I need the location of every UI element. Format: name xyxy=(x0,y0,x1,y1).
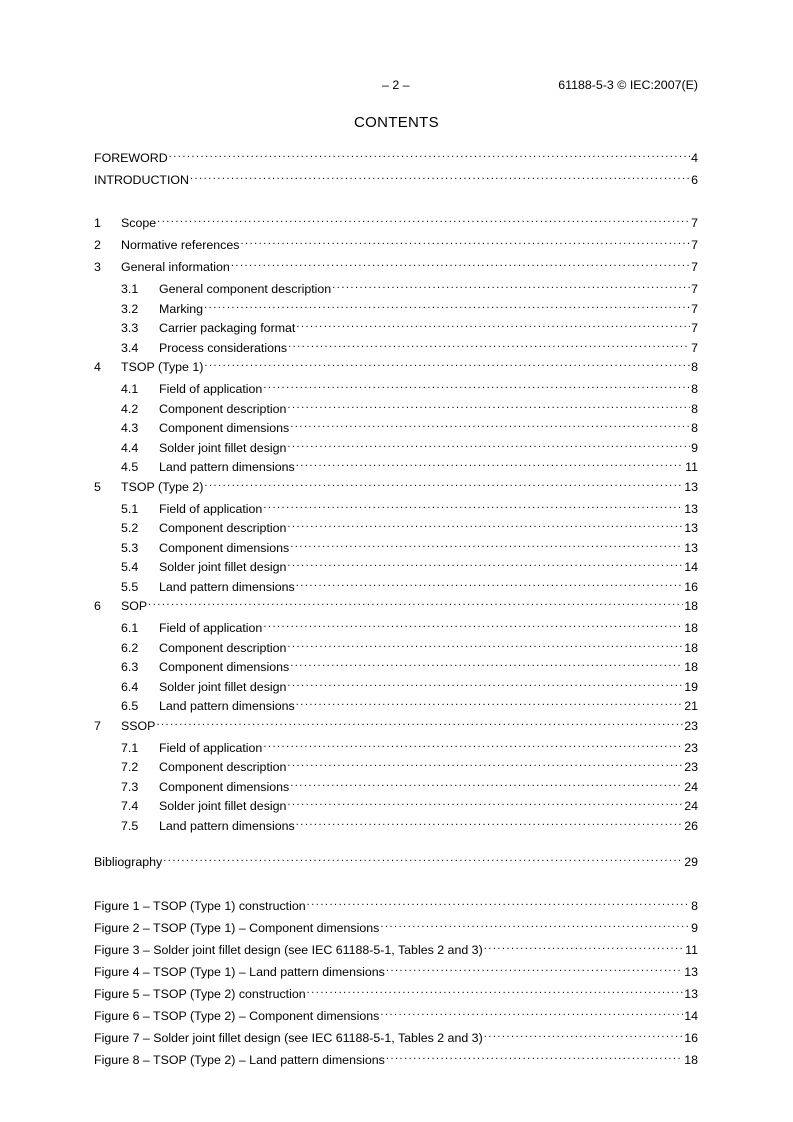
dot-leader xyxy=(307,894,690,910)
toc-entry[interactable] xyxy=(94,475,698,494)
dot-leader xyxy=(296,316,690,332)
toc-entry-number: 6.5 xyxy=(121,699,139,713)
dot-leader xyxy=(296,814,684,830)
toc-entry[interactable] xyxy=(121,655,698,674)
toc-entry[interactable] xyxy=(121,316,698,335)
toc-entry-page: 8 xyxy=(691,421,698,435)
toc-entry[interactable] xyxy=(121,555,698,574)
toc-entry-page: 9 xyxy=(691,440,698,455)
toc-entry-page: 9 xyxy=(691,921,698,935)
toc-entry-title: Process considerations xyxy=(159,340,288,355)
dot-leader xyxy=(204,475,683,491)
toc-entry-number: 5.3 xyxy=(121,540,139,555)
toc-entry[interactable] xyxy=(121,675,698,694)
toc-entry-page: 18 xyxy=(684,640,698,655)
toc-entry[interactable] xyxy=(121,336,698,355)
dot-leader xyxy=(263,616,683,632)
toc-entry-page: 18 xyxy=(684,660,698,674)
toc-entry-title: Component dimensions xyxy=(159,779,290,794)
toc-entry-page: 4 xyxy=(691,151,698,165)
dot-leader xyxy=(204,355,690,371)
dot-leader xyxy=(190,168,690,184)
toc-entry-page: 7 xyxy=(691,301,698,316)
toc-entry-number: 6.4 xyxy=(121,679,139,694)
toc-entry-page: 7 xyxy=(691,321,698,335)
toc-entry-page: 7 xyxy=(691,340,698,355)
toc-entry[interactable] xyxy=(94,1004,698,1023)
toc-entry[interactable] xyxy=(94,255,698,274)
toc-entry[interactable] xyxy=(94,146,698,165)
toc-entry-number: 3.1 xyxy=(121,282,139,296)
toc-entry-title: Marking xyxy=(159,301,204,316)
toc-entry-page: 7 xyxy=(691,238,698,252)
toc-entry[interactable] xyxy=(121,516,698,535)
dot-leader xyxy=(148,594,683,610)
toc-entry[interactable] xyxy=(121,755,698,774)
dot-leader xyxy=(290,416,690,432)
dot-leader xyxy=(386,960,683,976)
dot-leader xyxy=(290,655,683,671)
dot-leader xyxy=(296,455,684,471)
toc-entry-page: 13 xyxy=(684,987,698,1001)
toc-entry-number: 7.2 xyxy=(121,760,139,774)
toc-entry[interactable] xyxy=(121,775,698,794)
toc-entry-title: INTRODUCTION xyxy=(94,173,189,187)
toc-entry[interactable] xyxy=(121,377,698,396)
toc-entry[interactable] xyxy=(121,455,698,474)
toc-entry-number: 5.1 xyxy=(121,501,139,516)
toc-entry-page: 8 xyxy=(691,899,698,913)
toc-entry-page: 24 xyxy=(684,779,698,794)
toc-entry-number: 3.3 xyxy=(121,321,139,335)
toc-entry[interactable] xyxy=(94,1026,698,1045)
toc-entry[interactable] xyxy=(121,616,698,635)
toc-entry-number: 4.2 xyxy=(121,401,139,416)
dot-leader xyxy=(386,1048,683,1064)
toc-entry[interactable] xyxy=(121,416,698,435)
toc-entry[interactable] xyxy=(121,736,698,755)
dot-leader xyxy=(204,297,690,313)
toc-entry[interactable] xyxy=(94,355,698,374)
toc-entry-page: 7 xyxy=(691,282,698,296)
toc-entry-title: Land pattern dimensions xyxy=(159,460,295,474)
toc-entry-title: General component description xyxy=(159,282,332,296)
page-number: – 2 – xyxy=(382,78,410,92)
toc-entry-page: 16 xyxy=(684,579,698,594)
toc-entry-number: 7.5 xyxy=(121,818,139,833)
toc-entry-page: 13 xyxy=(684,965,698,979)
toc-entry-page: 14 xyxy=(684,1009,698,1023)
dot-leader xyxy=(156,714,683,730)
dot-leader xyxy=(287,794,683,810)
toc-entry-title: Land pattern dimensions xyxy=(159,699,295,713)
toc-entry[interactable] xyxy=(121,575,698,594)
toc-entry-page: 26 xyxy=(684,818,698,833)
toc-entry-number: 5.2 xyxy=(121,521,139,535)
toc-entry[interactable] xyxy=(94,211,698,230)
toc-entry-page: 18 xyxy=(684,599,698,613)
toc-entry[interactable] xyxy=(121,814,698,833)
toc-entry-page: 21 xyxy=(684,699,698,713)
toc-entry-title: Solder joint fillet design xyxy=(159,440,287,455)
dot-leader xyxy=(287,555,683,571)
toc-entry-page: 11 xyxy=(685,943,698,957)
dot-leader xyxy=(287,516,683,532)
toc-entry-page: 7 xyxy=(691,260,698,274)
toc-entry-title: Figure 2 – TSOP (Type 1) – Component dimensions xyxy=(94,921,380,935)
dot-leader xyxy=(380,916,690,932)
toc-entry-page: 6 xyxy=(691,173,698,187)
toc-entry-title: Component dimensions xyxy=(159,660,290,674)
toc-entry-title: Component description xyxy=(159,521,287,535)
toc-entry-number: 5.5 xyxy=(121,579,139,594)
toc-entry-title: Figure 1 – TSOP (Type 1) construction xyxy=(94,899,306,913)
toc-entry-title: Normative references xyxy=(121,238,240,252)
toc-entry[interactable] xyxy=(121,277,698,296)
dot-leader xyxy=(287,755,683,771)
dot-leader xyxy=(287,436,690,452)
toc-entry-page: 24 xyxy=(684,799,698,813)
dot-leader xyxy=(263,497,683,513)
toc-entry-title: Carrier packaging format xyxy=(159,321,296,335)
toc-entry[interactable] xyxy=(94,233,698,252)
toc-entry-number: 7.3 xyxy=(121,779,139,794)
toc-entry-title: Bibliography xyxy=(94,855,163,869)
toc-entry-number: 4 xyxy=(94,360,101,374)
toc-entry-page: 7 xyxy=(691,216,698,230)
toc-entry-page: 8 xyxy=(691,360,698,374)
dot-leader xyxy=(296,694,684,710)
dot-leader xyxy=(287,397,690,413)
toc-entry-page: 13 xyxy=(684,479,698,494)
dot-leader xyxy=(380,1004,683,1020)
toc-entry[interactable] xyxy=(94,982,698,1001)
dot-leader xyxy=(157,211,690,227)
dot-leader xyxy=(307,982,684,998)
dot-leader xyxy=(290,536,683,552)
toc-entry-title: Figure 4 – TSOP (Type 1) – Land pattern dimensions xyxy=(94,965,385,979)
toc-entry-title: Figure 6 – TSOP (Type 2) – Component dimensions xyxy=(94,1009,380,1023)
toc-entry-title: SSOP xyxy=(121,718,156,733)
toc-entry[interactable] xyxy=(121,536,698,555)
toc-entry-title: Component description xyxy=(159,760,287,774)
toc-entry-title: Component dimensions xyxy=(159,540,290,555)
toc-entry[interactable] xyxy=(121,436,698,455)
toc-entry-page: 16 xyxy=(684,1031,698,1045)
toc-entry-number: 4.1 xyxy=(121,382,139,396)
toc-entry-title: Field of application xyxy=(159,621,263,635)
toc-entry[interactable] xyxy=(94,894,698,913)
dot-leader xyxy=(296,575,684,591)
toc-entry-number: 4.4 xyxy=(121,440,139,455)
toc-entry-title: Figure 8 – TSOP (Type 2) – Land pattern dimensions xyxy=(94,1053,385,1067)
toc-entry[interactable] xyxy=(94,168,698,187)
toc-entry-title: FOREWORD xyxy=(94,151,168,165)
dot-leader xyxy=(287,675,683,691)
toc-entry-number: 2 xyxy=(94,238,101,252)
dot-leader xyxy=(240,233,690,249)
toc-entry-page: 13 xyxy=(684,501,698,516)
toc-entry-number: 5 xyxy=(94,479,101,494)
toc-entry-number: 7 xyxy=(94,718,101,733)
toc-entry-page: 13 xyxy=(684,521,698,535)
toc-entry-page: 11 xyxy=(685,460,698,474)
toc-entry-number: 3.2 xyxy=(121,301,139,316)
toc-entry[interactable] xyxy=(121,497,698,516)
toc-entry-title: Figure 3 – Solder joint fillet design (see IEC 61188-5-1, Tables 2 and 3) xyxy=(94,943,483,957)
page-title: CONTENTS xyxy=(354,114,439,131)
dot-leader xyxy=(163,850,683,866)
toc-entry-page: 8 xyxy=(691,401,698,416)
toc-entry-number: 1 xyxy=(94,216,101,230)
toc-entry-title: Land pattern dimensions xyxy=(159,818,295,833)
toc-entry-title: Figure 5 – TSOP (Type 2) construction xyxy=(94,987,306,1001)
toc-entry-page: 29 xyxy=(684,855,698,869)
toc-entry[interactable] xyxy=(121,397,698,416)
dot-leader xyxy=(484,1026,684,1042)
dot-leader xyxy=(287,636,683,652)
toc-entry-number: 7.4 xyxy=(121,799,139,813)
toc-entry-title: Solder joint fillet design xyxy=(159,799,287,813)
toc-entry-page: 18 xyxy=(684,1053,698,1067)
toc-entry-title: Scope xyxy=(121,216,157,230)
toc-entry[interactable] xyxy=(94,916,698,935)
toc-entry-page: 23 xyxy=(684,740,698,755)
toc-entry-number: 4.5 xyxy=(121,460,139,474)
toc-entry-title: SOP xyxy=(121,599,148,613)
toc-entry-number: 6 xyxy=(94,599,101,613)
toc-entry-title: Component dimensions xyxy=(159,421,290,435)
toc-entry-page: 13 xyxy=(684,540,698,555)
toc-entry-title: Land pattern dimensions xyxy=(159,579,295,594)
toc-entry-number: 6.2 xyxy=(121,640,139,655)
toc-entry[interactable] xyxy=(94,594,698,613)
standard-reference: 61188-5-3 © IEC:2007(E) xyxy=(558,78,698,92)
toc-entry-title: Field of application xyxy=(159,740,263,755)
toc-entry-page: 23 xyxy=(684,718,698,733)
toc-entry-number: 6.1 xyxy=(121,621,139,635)
toc-entry-page: 23 xyxy=(684,760,698,774)
toc-entry[interactable] xyxy=(94,714,698,733)
dot-leader xyxy=(332,277,690,293)
dot-leader xyxy=(231,255,690,271)
toc-entry-page: 18 xyxy=(684,621,698,635)
toc-entry[interactable] xyxy=(121,297,698,316)
dot-leader xyxy=(263,736,683,752)
toc-entry-page: 19 xyxy=(684,679,698,694)
toc-entry[interactable] xyxy=(121,694,698,713)
toc-entry[interactable] xyxy=(94,850,698,869)
toc-entry-page: 8 xyxy=(691,382,698,396)
toc-entry[interactable] xyxy=(121,636,698,655)
toc-entry[interactable] xyxy=(94,938,698,957)
toc-entry-number: 7.1 xyxy=(121,740,139,755)
toc-entry[interactable] xyxy=(94,1048,698,1067)
dot-leader xyxy=(169,146,690,162)
toc-entry-title: Component description xyxy=(159,401,287,416)
dot-leader xyxy=(290,775,683,791)
toc-entry-number: 3 xyxy=(94,260,101,274)
dot-leader xyxy=(484,938,684,954)
toc-entry-number: 3.4 xyxy=(121,340,139,355)
toc-entry-title: Figure 7 – Solder joint fillet design (see IEC 61188-5-1, Tables 2 and 3) xyxy=(94,1031,483,1045)
dot-leader xyxy=(263,377,690,393)
toc-entry-title: Field of application xyxy=(159,501,263,516)
toc-entry-number: 4.3 xyxy=(121,421,139,435)
toc-entry-title: TSOP (Type 2) xyxy=(121,479,204,494)
toc-entry-title: General information xyxy=(121,260,230,274)
toc-entry-number: 5.4 xyxy=(121,560,139,574)
toc-entry-number: 6.3 xyxy=(121,660,139,674)
toc-entry-title: TSOP (Type 1) xyxy=(121,360,204,374)
toc-entry[interactable] xyxy=(94,960,698,979)
toc-entry-title: Field of application xyxy=(159,382,263,396)
toc-entry[interactable] xyxy=(121,794,698,813)
toc-entry-page: 14 xyxy=(684,560,698,574)
dot-leader xyxy=(288,336,690,352)
toc-entry-title: Solder joint fillet design xyxy=(159,560,287,574)
toc-entry-title: Component description xyxy=(159,640,287,655)
toc-entry-title: Solder joint fillet design xyxy=(159,679,287,694)
